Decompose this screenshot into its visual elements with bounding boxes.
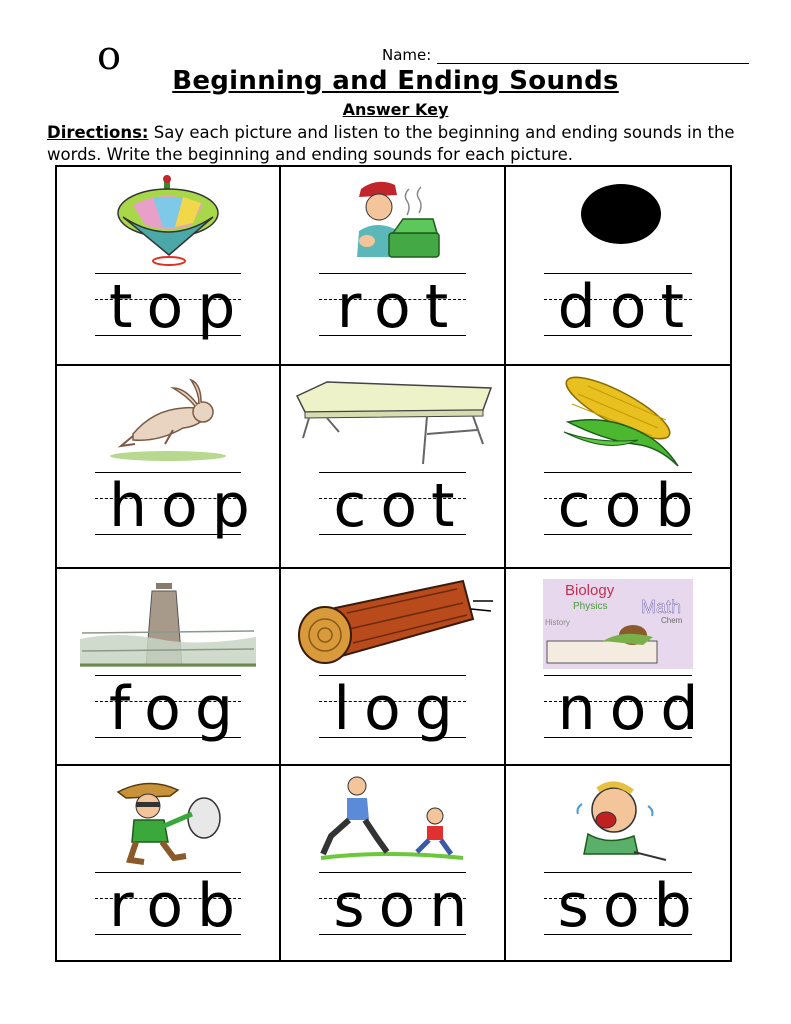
spinning-top-picture (57, 173, 279, 271)
cot-picture (281, 372, 503, 470)
page-title: Beginning and Ending Sounds (172, 66, 619, 96)
answer-word: hop (109, 471, 264, 541)
word-cell (57, 366, 281, 569)
word-cell (57, 167, 281, 366)
corn-cob-picture (506, 372, 730, 470)
subject-word-biology: Biology (564, 582, 615, 599)
answer-word: cob (557, 471, 708, 541)
answer-word: top (109, 272, 250, 342)
directions-label: Directions: (47, 123, 149, 142)
word-cell (281, 766, 505, 960)
subject-word-math: Math (640, 597, 681, 617)
directions-text: Say each picture and listen to the beginning and ending sounds in the words. Write the beginning and ending sounds for each picture. (47, 123, 735, 164)
answer-word: fog (109, 674, 247, 744)
word-cell (506, 167, 730, 366)
word-cell (506, 569, 730, 766)
vowel-letter: o (97, 33, 122, 79)
answer-word: rot (336, 272, 463, 342)
word-cell (281, 569, 505, 766)
fog-picture (57, 575, 279, 673)
dot-picture (506, 173, 730, 271)
subject-word-physics: Physics (572, 601, 608, 612)
directions (47, 122, 777, 166)
answer-word: cot (333, 471, 469, 541)
rabbit-hop-picture (57, 372, 279, 470)
name-field (382, 46, 749, 64)
answer-key-label: Answer Key (342, 100, 449, 119)
answer-word: nod (557, 674, 713, 744)
word-cell (57, 766, 281, 960)
answer-word: log (333, 674, 467, 744)
robber-picture (57, 772, 279, 870)
word-cell (506, 366, 730, 569)
word-cell (281, 366, 505, 569)
word-cell (281, 167, 505, 366)
son-picture (281, 772, 503, 870)
name-line[interactable] (437, 47, 749, 64)
answer-word: sob (557, 871, 706, 941)
worksheet-grid (55, 165, 732, 962)
subject-word-chem: Chem (660, 616, 683, 625)
answer-word: dot (557, 272, 698, 342)
answer-word: rob (109, 871, 250, 941)
name-label: Name: (382, 46, 432, 64)
word-cell (57, 569, 281, 766)
word-cell (506, 766, 730, 960)
sob-picture (506, 772, 730, 870)
nod-picture (506, 575, 730, 673)
answer-word: son (333, 871, 482, 941)
subject-word-history: History (544, 618, 570, 627)
log-picture (281, 575, 503, 673)
rot-picture (281, 173, 503, 271)
